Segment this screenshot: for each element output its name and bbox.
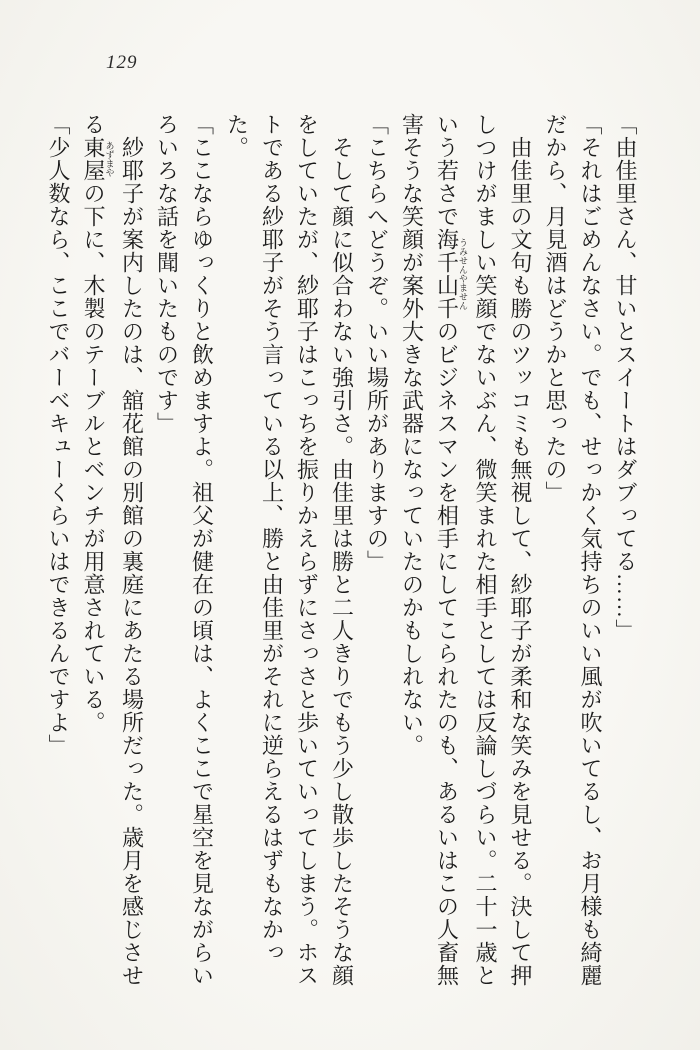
- text-line: いう若さで海千山千うみせんやませんのビジネスマンを相手にしてこられたのも、あるいはこの人畜無: [434, 113, 468, 987]
- text-line: そして顔に似合わない強引さ。由佳里は勝と二人きりでもう少し散歩したそうな顔: [329, 136, 355, 987]
- text-line: ろいろな話を聞いたものです」: [154, 113, 180, 435]
- text-line: トである紗耶子がそう言っている以上、勝と由佳里がそれに逆らえるはずもなかった。: [224, 113, 285, 964]
- page-number: 129: [106, 52, 138, 73]
- text-line: 「それはごめんなさい。でも、せっかく気持ちのいい風が吹いてるし、お月様も綺麗: [578, 113, 603, 987]
- text-block: [41, 113, 643, 991]
- text-line: をしていたが、紗耶子はこっちを振りかえらずにさっさと歩いていってしまう。ホス: [294, 113, 320, 987]
- text-line: しつけがましい笑顔でないぶん、微笑まれた相手としては反論しづらい。二十一歳と: [473, 113, 498, 987]
- text-line: 紗耶子が案内したのは、舘花館の別館の裏庭にあたる場所だった。歳月を感じさせ: [119, 136, 145, 987]
- furigana-ruby: 海千山千うみせんやません: [434, 228, 468, 320]
- text-line: る東屋あずまやの下に、木製のテーブルとベンチが用意されている。: [81, 113, 115, 734]
- text-line: 「ここならゆっくりと飲めますよ。祖父が健在の頃は、よくここで星空を見ながらい: [189, 113, 215, 987]
- text-line: 害そうな笑顔が案外大きな武器になっていたのかもしれない。: [399, 113, 425, 757]
- text-line: 「少人数なら、ここでバーベキューくらいはできるんですよ」: [46, 113, 71, 757]
- text-line: だから、月見酒はどうかと思ったの」: [543, 113, 568, 504]
- furigana-ruby: 東屋あずまや: [81, 136, 115, 182]
- text-line: 由佳里の文句も勝のツッコミも無視して、紗耶子が柔和な笑みを見せる。決して押: [508, 136, 533, 987]
- text-line: 「こちらへどうぞ。いい場所がありますの」: [364, 113, 390, 573]
- text-line: 「由佳里さん、甘いとスイートはダブってる……」: [613, 113, 638, 642]
